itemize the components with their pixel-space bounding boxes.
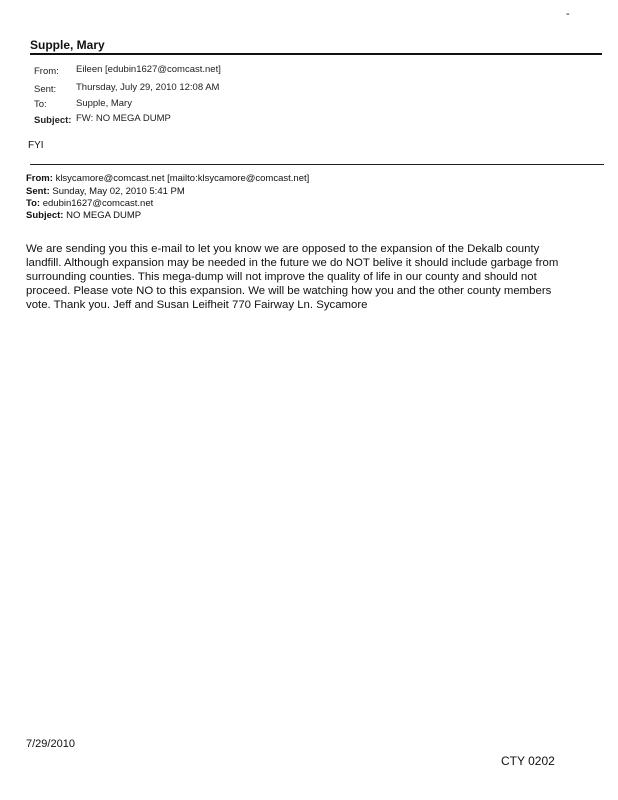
fwd-subject-label: Subject: — [34, 115, 72, 126]
email-body — [26, 242, 606, 312]
print-date: 7/29/2010 — [26, 738, 75, 750]
fwd-to-label: To: — [34, 99, 47, 110]
orig-to-value: edubin1627@comcast.net — [42, 198, 154, 209]
orig-sent-value: Sunday, May 02, 2010 5:41 PM — [52, 186, 185, 197]
fwd-sent-label: Sent: — [34, 84, 57, 95]
document-code: CTY 0202 — [501, 754, 555, 768]
mailbox-owner-name: Supple, Mary — [30, 38, 105, 52]
header-rule — [30, 53, 602, 55]
orig-subject-label: Subject: — [26, 210, 64, 221]
fyi-note: FYI — [28, 140, 44, 151]
fwd-from-value: Eileen [edubin1627@comcast.net] — [76, 64, 221, 75]
orig-sent-label: Sent: — [26, 186, 50, 197]
orig-from-label: From: — [26, 173, 53, 184]
body-line: surrounding counties. This mega-dump will not improve the quality of life in our county and should not — [26, 271, 537, 283]
original-message-rule — [30, 164, 604, 165]
fwd-sent-value: Thursday, July 29, 2010 12:08 AM — [76, 82, 220, 93]
orig-subject-line — [26, 210, 141, 221]
body-line: We are sending you this e-mail to let you know we are opposed to the expansion of the Dekalb county — [26, 243, 540, 255]
orig-to-line — [26, 198, 153, 209]
orig-sent-line — [26, 186, 185, 197]
corner-mark: - — [566, 8, 570, 20]
orig-subject-value: NO MEGA DUMP — [66, 210, 142, 221]
fwd-subject-value: FW: NO MEGA DUMP — [76, 113, 171, 124]
body-line: vote. Thank you. Jeff and Susan Leifheit 770 Fairway Ln. Sycamore — [26, 299, 368, 311]
fwd-from-label: From: — [34, 66, 59, 77]
fwd-to-value: Supple, Mary — [76, 98, 132, 109]
orig-to-label: To: — [26, 198, 41, 209]
orig-from-line — [26, 173, 309, 184]
body-line: landfill. Although expansion may be needed in the future we do NOT belive it should include garbage from — [26, 257, 559, 269]
orig-from-value: klsycamore@comcast.net [mailto:klsycamore@comcast.net] — [55, 173, 310, 184]
body-line: proceed. Please vote NO to this expansion. We will be watching how you and the other county members — [26, 285, 552, 297]
